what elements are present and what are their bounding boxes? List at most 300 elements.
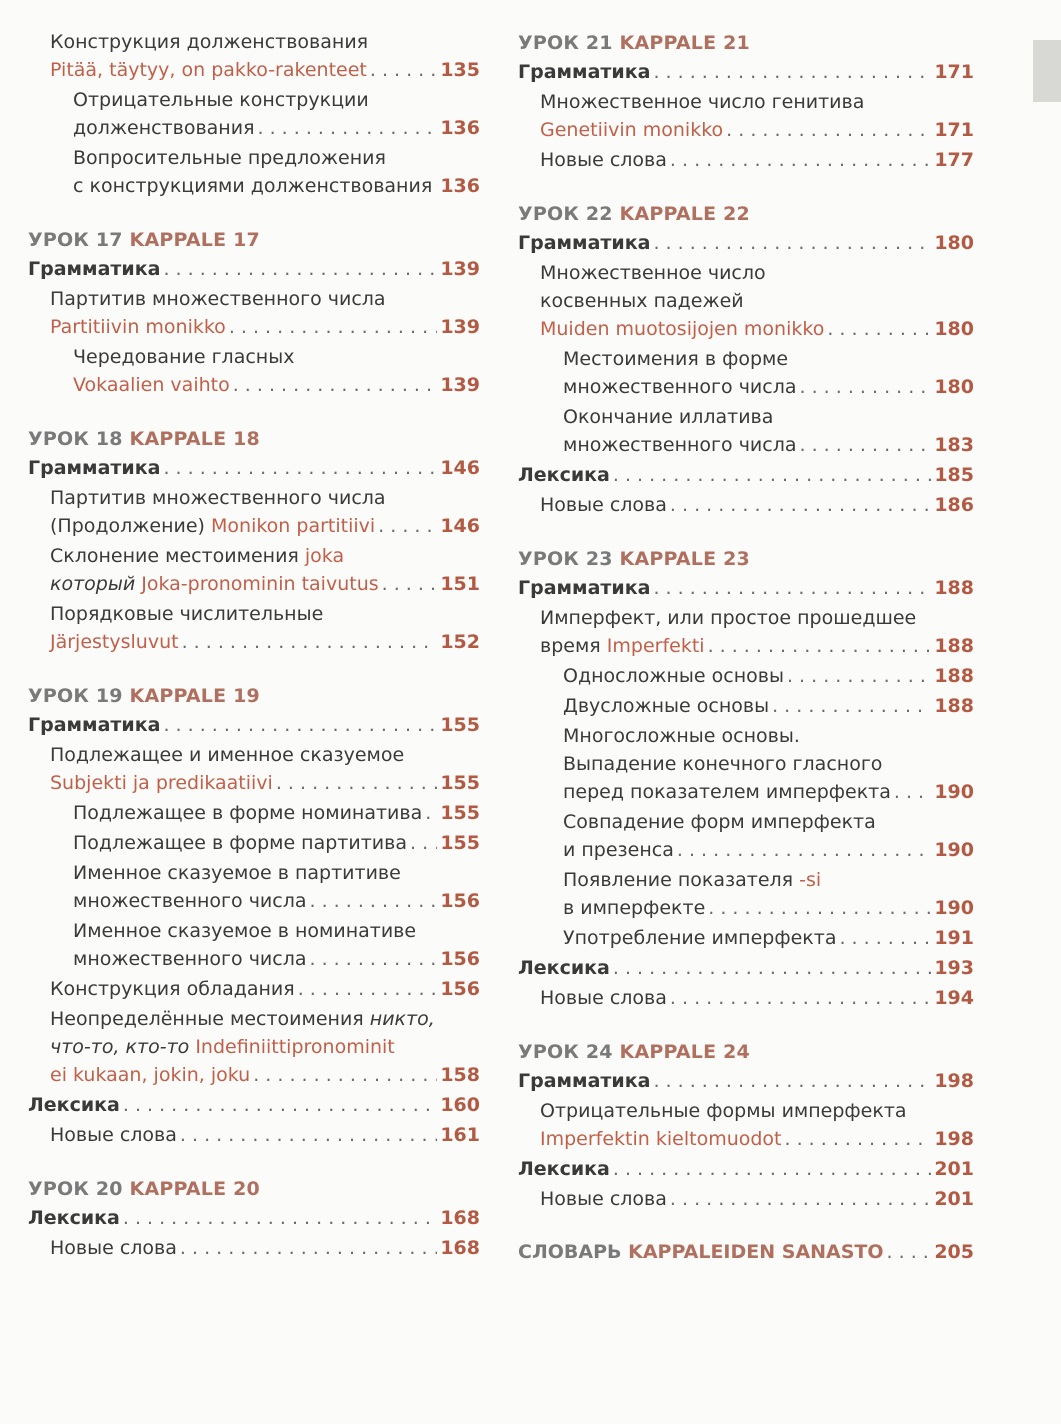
dot-leader	[787, 662, 931, 690]
dot-leader	[425, 799, 437, 827]
entry-title: Порядковые числительные	[50, 603, 324, 625]
dot-leader	[800, 431, 932, 459]
toc-entry-line	[518, 88, 974, 116]
toc-entry-text	[563, 725, 800, 747]
entry-title-italic: что-то, кто-то	[50, 1036, 196, 1058]
toc-entry-line	[518, 287, 974, 315]
dot-leader	[827, 315, 931, 343]
toc-entry-line	[518, 373, 974, 401]
entry-title: Лексика	[28, 1094, 120, 1116]
entry-title: косвенных падежей	[540, 290, 744, 312]
page-number: 171	[934, 119, 974, 141]
dot-leader	[253, 1061, 437, 1089]
toc-entry-line	[518, 146, 974, 174]
lesson-heading	[518, 1037, 974, 1067]
toc-entry	[28, 799, 480, 827]
toc-entry-line	[518, 778, 974, 806]
toc-entry-line	[28, 887, 480, 915]
lesson-block	[518, 544, 974, 1012]
entry-title: Отрицательные формы имперфекта	[540, 1100, 907, 1122]
toc-entry-text	[50, 512, 375, 540]
toc-entry-line	[28, 1061, 480, 1089]
toc-entry	[518, 58, 974, 86]
toc-entry-text	[540, 632, 705, 660]
toc-entry-text	[50, 570, 379, 598]
entry-title: Грамматика	[518, 577, 651, 599]
toc-entry	[28, 86, 480, 142]
entry-title-finnish: Pitää, täytyy, on pakko-rakenteet	[50, 59, 367, 81]
toc-entry-text	[540, 607, 916, 629]
entry-title: Множественное число	[540, 262, 766, 284]
toc-entry-text	[73, 799, 422, 827]
entry-title-finnish: joka	[304, 545, 345, 567]
entry-title: Употребление имперфекта	[563, 927, 837, 949]
toc-entry	[28, 1204, 480, 1232]
page-number: 155	[440, 832, 480, 854]
dot-leader	[653, 1067, 931, 1095]
toc-entry-line	[28, 975, 480, 1003]
page-number: 177	[934, 149, 974, 171]
entry-title: Отрицательные конструкции	[73, 89, 369, 111]
entry-title-finnish: Indefiniittipronominit	[195, 1036, 395, 1058]
toc-entry-line	[518, 632, 974, 660]
toc-entry	[28, 829, 480, 857]
lesson-heading	[28, 1174, 480, 1204]
entry-title: Именное сказуемое в партитиве	[73, 862, 401, 884]
entry-title: Грамматика	[518, 61, 651, 83]
entry-title: время	[540, 635, 607, 657]
toc-entry-line	[28, 1234, 480, 1262]
dot-leader	[310, 945, 438, 973]
toc-entry-text	[50, 313, 226, 341]
dot-leader	[653, 58, 931, 86]
toc-entry-line	[28, 859, 480, 887]
page-number: 139	[440, 374, 480, 396]
toc-entry-line	[518, 574, 974, 602]
dot-leader	[677, 836, 931, 864]
entry-title: Множественное число генитива	[540, 91, 865, 113]
toc-entry-text	[50, 744, 404, 766]
entry-title: множественного числа	[563, 434, 797, 456]
toc-entry-text	[50, 603, 323, 625]
dot-leader	[726, 116, 931, 144]
lesson-block	[28, 681, 480, 1149]
page-number: 139	[440, 258, 480, 280]
toc-entry	[518, 808, 974, 864]
toc-entry-text	[563, 373, 797, 401]
lesson-number-finnish: KAPPALE 21	[619, 32, 750, 54]
toc-entry-text	[28, 454, 160, 482]
page-number: 152	[440, 631, 480, 653]
toc-entry-text	[50, 1008, 435, 1030]
entry-title: с конструкциями долженствования	[73, 175, 433, 197]
toc-entry-line	[518, 431, 974, 459]
page-number: 161	[440, 1124, 480, 1146]
toc-entry-line	[28, 829, 480, 857]
toc-entry-text	[50, 288, 386, 310]
toc-column-left	[28, 28, 480, 1264]
toc-entry	[518, 259, 974, 343]
toc-entry-text	[563, 869, 821, 891]
toc-entry	[518, 1238, 974, 1266]
toc-entry-text	[563, 406, 773, 428]
toc-entry-text	[73, 920, 416, 942]
dot-leader	[123, 1091, 437, 1119]
toc-entry	[28, 1005, 480, 1089]
toc-entry-line	[28, 1204, 480, 1232]
toc-entry-text	[73, 147, 386, 169]
lesson-number-finnish: KAPPALE 19	[129, 685, 260, 707]
page-number: 180	[934, 376, 974, 398]
entry-title: Конструкция обладания	[50, 978, 295, 1000]
page-number: 136	[440, 117, 480, 139]
toc-entry-line	[518, 1125, 974, 1153]
toc-entry-text	[563, 348, 788, 370]
toc-entry-text	[518, 461, 610, 489]
entry-title-finnish: Muiden muotosijojen monikko	[540, 318, 825, 340]
page-number: 136	[440, 175, 480, 197]
entry-title: Двусложные основы	[563, 695, 770, 717]
toc-entry-text	[518, 574, 650, 602]
dot-leader	[670, 984, 931, 1012]
dot-leader	[123, 1204, 437, 1232]
lesson-number: УРОК 19	[28, 685, 123, 707]
toc-entry-text	[518, 1238, 884, 1266]
dot-leader	[708, 894, 931, 922]
dot-leader	[800, 373, 932, 401]
toc-entry-text	[28, 1204, 120, 1232]
toc-entry	[28, 1121, 480, 1149]
page-number: 139	[440, 316, 480, 338]
toc-entry-line	[518, 345, 974, 373]
toc-entry-line	[28, 56, 480, 84]
toc-entry-line	[518, 722, 974, 750]
entry-title: Новые слова	[50, 1124, 177, 1146]
lesson-block	[28, 1174, 480, 1262]
toc-entry-line	[518, 750, 974, 778]
toc-entry-text	[50, 56, 367, 84]
toc-entry-text	[540, 290, 744, 312]
toc-entry	[28, 28, 480, 84]
toc-entry-text	[73, 371, 230, 399]
page-number: 190	[934, 839, 974, 861]
page-number: 160	[440, 1094, 480, 1116]
entry-title-finnish: ei kukaan, jokin, joku	[50, 1064, 251, 1086]
toc-entry-line	[28, 371, 480, 399]
dot-leader	[163, 255, 437, 283]
toc-entry	[518, 924, 974, 952]
toc-entry-text	[518, 58, 650, 86]
lesson-heading	[518, 28, 974, 58]
lesson-number: УРОК 24	[518, 1041, 613, 1063]
toc-entry-text	[50, 487, 386, 509]
entry-title: Выпадение конечного гласного	[563, 753, 883, 775]
toc-entry-line	[518, 1155, 974, 1183]
entry-title-finnish: Järjestysluvut	[50, 631, 179, 653]
toc-entry-text	[50, 1061, 250, 1089]
toc-entry-line	[28, 512, 480, 540]
page-number: 188	[934, 635, 974, 657]
toc-entry-line	[518, 1067, 974, 1095]
toc-entry-line	[518, 808, 974, 836]
toc-entry	[28, 975, 480, 1003]
dot-leader	[772, 692, 931, 720]
toc-entry-text	[73, 89, 369, 111]
lesson-heading	[28, 681, 480, 711]
dot-leader	[378, 512, 437, 540]
dot-leader	[670, 491, 931, 519]
toc-entry-text	[50, 545, 344, 567]
dot-leader	[370, 56, 437, 84]
toc-entry	[28, 1234, 480, 1262]
entry-title: Грамматика	[28, 457, 161, 479]
entry-title: Грамматика	[28, 258, 161, 280]
lesson-block	[518, 1238, 974, 1266]
toc-entry-text	[540, 315, 824, 343]
entry-title-finnish: Imperfekti	[606, 635, 705, 657]
toc-entry-line	[28, 945, 480, 973]
dot-leader	[180, 1121, 437, 1149]
toc-entry	[518, 1067, 974, 1095]
toc-entry	[518, 1155, 974, 1183]
toc-entry-line	[518, 984, 974, 1012]
toc-entry-text	[28, 711, 160, 739]
toc-entry-line	[28, 343, 480, 371]
entry-title: Неопределённые местоимения	[50, 1008, 370, 1030]
toc-entry-line	[28, 542, 480, 570]
toc-entry-text	[28, 1091, 120, 1119]
dot-leader	[670, 1185, 931, 1213]
dot-leader	[180, 1234, 437, 1262]
toc-entry	[28, 741, 480, 797]
toc-entry-line	[518, 924, 974, 952]
lesson-number: УРОК 22	[518, 203, 613, 225]
toc-entry	[518, 461, 974, 489]
page-number: 188	[934, 577, 974, 599]
toc-entry-line	[518, 1238, 974, 1266]
entry-title: Подлежащее в форме номинатива	[73, 802, 423, 824]
lesson-number-finnish: KAPPALE 22	[619, 203, 750, 225]
lesson-number: УРОК 23	[518, 548, 613, 570]
page-number: 168	[440, 1207, 480, 1229]
toc-entry-line	[28, 86, 480, 114]
toc-entry	[518, 146, 974, 174]
toc-entry-line	[28, 711, 480, 739]
toc-entry-text	[50, 1036, 395, 1058]
dot-leader	[708, 632, 932, 660]
toc-entry-line	[518, 866, 974, 894]
toc-entry-text	[563, 753, 882, 775]
toc-entry-text	[563, 836, 674, 864]
toc-entry-line	[28, 454, 480, 482]
dot-leader	[613, 1155, 931, 1183]
page-number: 194	[934, 987, 974, 1009]
page-number: 146	[440, 457, 480, 479]
lesson-heading	[28, 424, 480, 454]
toc-entry	[518, 1185, 974, 1213]
entry-title: Лексика	[518, 957, 610, 979]
dot-leader	[653, 574, 931, 602]
toc-entry	[518, 722, 974, 806]
entry-title: Имперфект, или простое прошедшее	[540, 607, 917, 629]
entry-title-finnish: Imperfektin kieltomuodot	[540, 1128, 782, 1150]
toc-entry-text	[73, 114, 255, 142]
toc-entry-text	[563, 924, 836, 952]
dictionary-heading-finnish: KAPPALEIDEN SANASTO	[628, 1241, 884, 1263]
toc-entry	[518, 1097, 974, 1153]
page-number: 190	[934, 897, 974, 919]
toc-entry	[518, 662, 974, 690]
toc-entry-line	[28, 917, 480, 945]
page-number: 188	[934, 665, 974, 687]
lesson-number: УРОК 17	[28, 229, 123, 251]
toc-entry-line	[518, 461, 974, 489]
toc-entry	[28, 343, 480, 399]
toc-entry-line	[28, 570, 480, 598]
entry-title: в имперфекте	[563, 897, 706, 919]
entry-title-italic: никто,	[369, 1008, 435, 1030]
toc-entry-text	[50, 975, 295, 1003]
page-number: 155	[440, 714, 480, 736]
toc-entry-text	[50, 31, 368, 53]
dot-leader	[435, 172, 437, 200]
toc-entry-text	[563, 778, 891, 806]
toc-entry-line	[28, 600, 480, 628]
toc-entry	[518, 403, 974, 459]
entry-title-finnish: Partitiivin monikko	[50, 316, 226, 338]
page-number: 183	[934, 434, 974, 456]
toc-entry-text	[563, 662, 784, 690]
dot-leader	[229, 313, 438, 341]
toc-entry-text	[73, 829, 407, 857]
entry-title: Вопросительные предложения	[73, 147, 386, 169]
entry-title: Лексика	[28, 1207, 120, 1229]
page-number: 201	[934, 1188, 974, 1210]
toc-entry-line	[28, 1091, 480, 1119]
toc-entry	[518, 984, 974, 1012]
lesson-number-finnish: KAPPALE 18	[129, 428, 260, 450]
entry-title-italic: который	[50, 573, 142, 595]
entry-title-finnish: Monikon partitiivi	[211, 515, 376, 537]
lesson-number-finnish: KAPPALE 20	[129, 1178, 260, 1200]
toc-entry-text	[540, 146, 667, 174]
toc-entry-line	[28, 313, 480, 341]
toc-entry-text	[540, 1125, 782, 1153]
lesson-block	[28, 424, 480, 656]
toc-entry	[28, 454, 480, 482]
toc-entry	[28, 1091, 480, 1119]
entry-title: Именное сказуемое в номинативе	[73, 920, 417, 942]
entry-title: Окончание иллатива	[563, 406, 774, 428]
toc-entry-text	[50, 1234, 177, 1262]
toc-entry	[28, 600, 480, 656]
toc-entry-text	[540, 984, 667, 1012]
dot-leader	[182, 628, 438, 656]
entry-title: Партитив множественного числа	[50, 288, 386, 310]
entry-title: Грамматика	[518, 1070, 651, 1092]
entry-title: Склонение местоимения	[50, 545, 305, 567]
entry-title: Новые слова	[50, 1237, 177, 1259]
toc-entry-line	[28, 1033, 480, 1061]
lesson-number: УРОК 21	[518, 32, 613, 54]
entry-title: Новые слова	[540, 494, 667, 516]
toc-entry-text	[540, 262, 766, 284]
toc-entry-line	[28, 285, 480, 313]
toc-entry	[28, 285, 480, 341]
toc-entry-text	[563, 811, 876, 833]
entry-title-finnish: -si	[799, 869, 822, 891]
lesson-heading	[518, 544, 974, 574]
lesson-heading	[28, 225, 480, 255]
toc-entry-line	[518, 692, 974, 720]
toc-entry-text	[50, 1121, 177, 1149]
page-number: 180	[934, 318, 974, 340]
toc-entry-line	[518, 836, 974, 864]
lesson-number-finnish: KAPPALE 24	[619, 1041, 750, 1063]
entry-title: Новые слова	[540, 987, 667, 1009]
toc-entry-line	[518, 1097, 974, 1125]
toc-entry-line	[518, 229, 974, 257]
toc-entry-text	[563, 431, 797, 459]
toc-entry-line	[518, 491, 974, 519]
toc-entry-line	[518, 604, 974, 632]
page-number: 191	[934, 927, 974, 949]
dot-leader	[839, 924, 931, 952]
dot-leader	[887, 1238, 932, 1266]
page-number: 156	[440, 978, 480, 1000]
toc-entry	[28, 542, 480, 598]
page-number: 186	[934, 494, 974, 516]
toc-entry-text	[540, 116, 723, 144]
dot-leader	[653, 229, 931, 257]
toc-entry	[518, 692, 974, 720]
entry-title: Совпадение форм имперфекта	[563, 811, 876, 833]
page-number: 146	[440, 515, 480, 537]
entry-title: Появление показателя	[563, 869, 800, 891]
toc-entry	[518, 88, 974, 144]
dot-leader	[613, 461, 931, 489]
toc-entry	[518, 954, 974, 982]
toc-entry-text	[540, 491, 667, 519]
entry-title: Новые слова	[540, 1188, 667, 1210]
toc-entry-line	[518, 116, 974, 144]
entry-title: долженствования	[73, 117, 255, 139]
lesson-number-finnish: KAPPALE 23	[619, 548, 750, 570]
toc-entry-line	[518, 1185, 974, 1213]
toc-entry-text	[28, 255, 160, 283]
dot-leader	[258, 114, 438, 142]
dot-leader	[410, 829, 437, 857]
entry-title: Грамматика	[518, 232, 651, 254]
page-number: 158	[440, 1064, 480, 1086]
toc-entry-text	[73, 172, 432, 200]
entry-title: множественного числа	[563, 376, 797, 398]
lesson-block	[518, 1037, 974, 1213]
toc-entry-text	[50, 769, 273, 797]
toc-entry-line	[28, 484, 480, 512]
lesson-block	[518, 28, 974, 174]
page-number: 155	[440, 802, 480, 824]
entry-title: Чередование гласных	[73, 346, 295, 368]
toc-entry-line	[28, 799, 480, 827]
entry-title-finnish: Subjekti ja predikaatiivi	[50, 772, 273, 794]
page-number: 171	[934, 61, 974, 83]
entry-title: множественного числа	[73, 890, 307, 912]
page-number: 198	[934, 1070, 974, 1092]
page-number: 156	[440, 948, 480, 970]
lesson-block	[28, 225, 480, 399]
toc-entry	[28, 255, 480, 283]
